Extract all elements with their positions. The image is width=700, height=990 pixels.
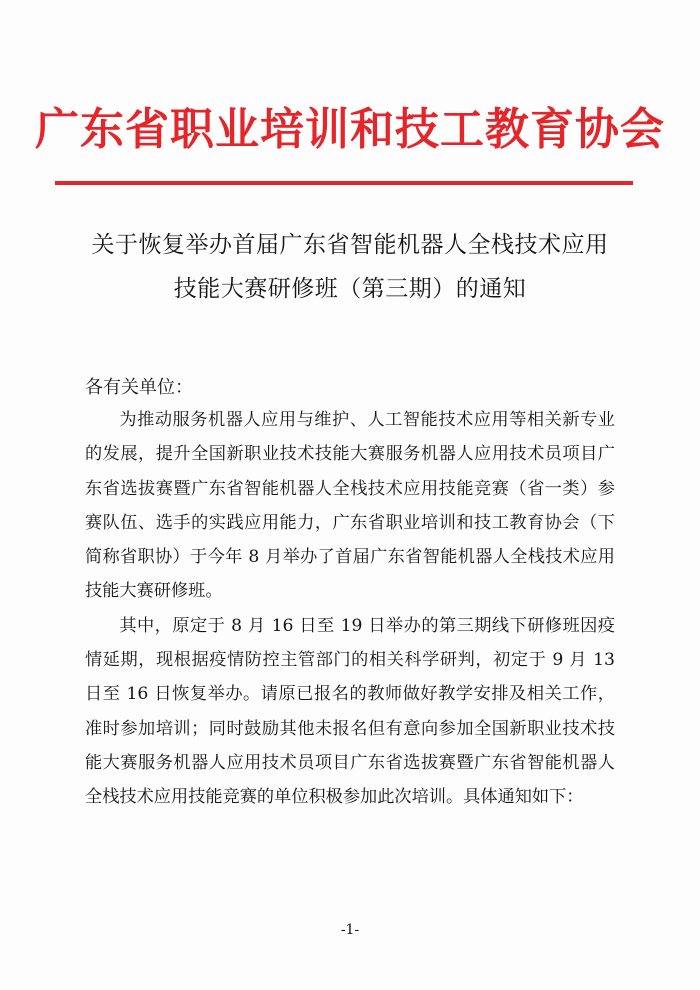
header-red-rule — [55, 181, 633, 185]
document-title — [0, 223, 700, 311]
document-title-line-1: 关于恢复举办首届广东省智能机器人全栈技术应用 — [91, 232, 609, 258]
body-paragraph-1: 为推动服务机器人应用与维护、人工智能技术应用等相关新专业的发展，提升全国新职业技术技能大赛服务机器人应用技术员项目广东省选拔赛暨广东省智能机器人全栈技术应用技能竞赛（省一类）参赛队伍、选手的实践应用能力，广东省职业培训和技工教育协会（下简称省职协）于今年 8 月举办了首届广东省智能机器人全栈技术应用技能大赛研修班。 — [85, 410, 615, 602]
page-number: -1- — [340, 922, 360, 938]
document-body — [85, 403, 615, 815]
body-paragraph-2: 其中，原定于 8 月 16 日至 19 日举办的第三期线下研修班因疫情延期，现根据疫情防控主管部门的相关科学研判，初定于 9 月 13 日至 16 日恢复举办。请原已报名的教师做好教学安排及相关工作，准时参加培训；同时鼓励其他未报名但有意向参加全国新职业技术技能大赛服务机器人应用技术员项目广东省选拔赛暨广东省智能机器人全栈技术应用技能竞赛的单位积极参加此次培训。具体通知如下： — [85, 615, 615, 808]
document-title-line-2: 技能大赛研修班（第三期）的通知 — [173, 276, 527, 302]
salutation: 各有关单位： — [85, 377, 193, 398]
organization-header: 广东省职业培训和技工教育协会 — [35, 104, 665, 155]
